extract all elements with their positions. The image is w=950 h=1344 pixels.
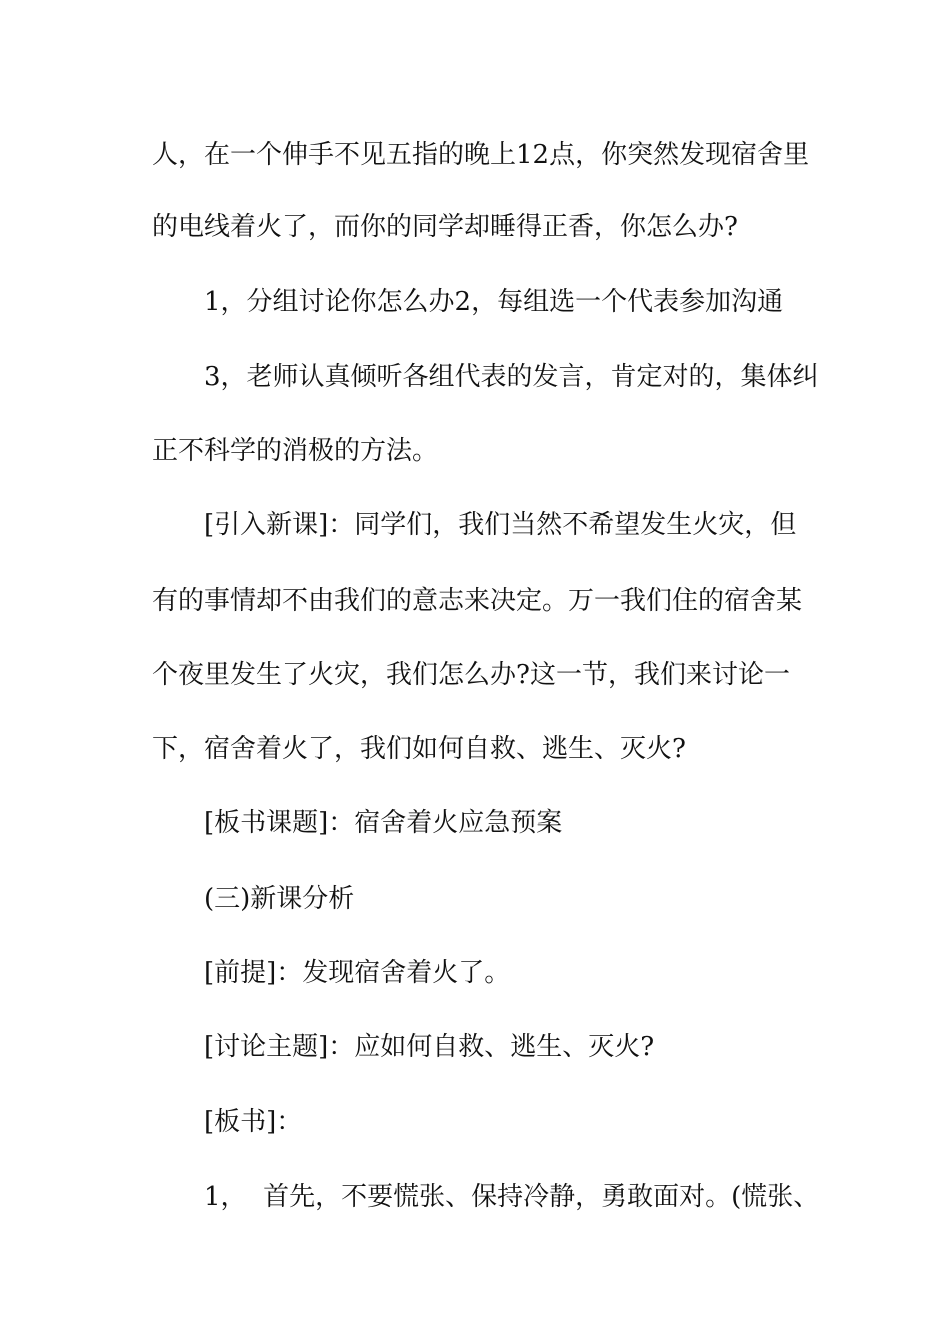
text-line: 个夜里发生了火灾，我们怎么办?这一节，我们来讨论一 (152, 660, 790, 690)
text-line: 正不科学的消极的方法。 (152, 436, 439, 466)
text-line: [讨论主题]：应如何自救、逃生、灭火? (204, 1032, 655, 1062)
text-line: [前提]：发现宿舍着火了。 (204, 958, 511, 988)
text-line: [板书]： (204, 1107, 303, 1137)
text-line: 人，在一个伸手不见五指的晚上12点，你突然发现宿舍里 (152, 140, 810, 170)
text-line: 3，老师认真倾听各组代表的发言，肯定对的，集体纠 (204, 362, 819, 392)
text-line: 1，分组讨论你怎么办2，每组选一个代表参加沟通 (204, 287, 784, 317)
text-line: [板书课题]：宿舍着火应急预案 (204, 808, 563, 838)
text-line: 有的事情却不由我们的意志来决定。万一我们住的宿舍某 (152, 586, 803, 616)
text-line: 的电线着火了，而你的同学却睡得正香，你怎么办? (152, 212, 738, 242)
section-heading: (三)新课分析 (204, 884, 355, 914)
text-line: 下，宿舍着火了，我们如何自救、逃生、灭火? (152, 734, 686, 764)
text-line: [引入新课]：同学们，我们当然不希望发生火灾，但 (204, 510, 797, 540)
list-item: 1， 首先，不要慌张、保持冷静，勇敢面对。(慌张、 (204, 1182, 820, 1212)
